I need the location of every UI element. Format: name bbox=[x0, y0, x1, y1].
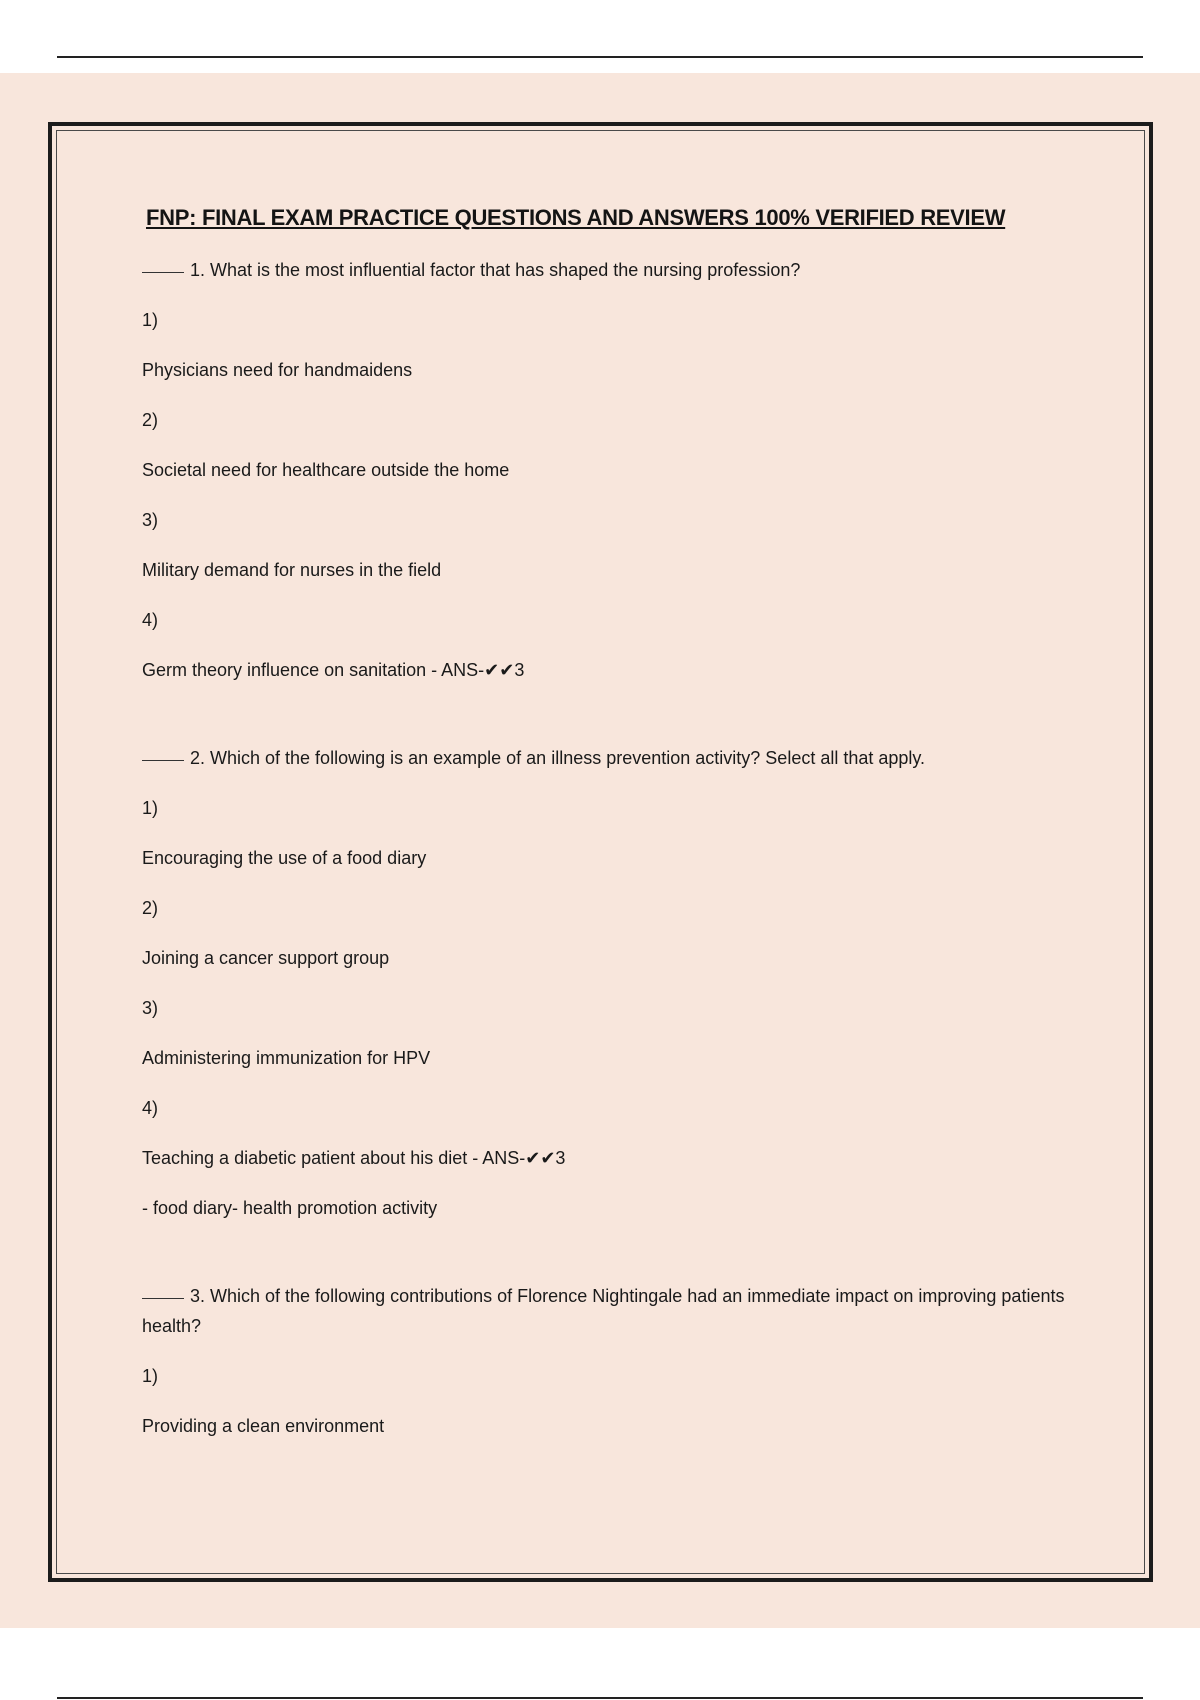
option-text: Societal need for healthcare outside the home bbox=[142, 460, 510, 480]
answer-rationale: - food diary- health promotion activity bbox=[142, 1198, 438, 1218]
option-text-with-answer: Teaching a diabetic patient about his diet - ANS-✔✔3 bbox=[142, 1148, 566, 1168]
answer-blank bbox=[142, 1298, 184, 1299]
question-3-text: 3. Which of the following contributions of Florence Nightingale had an immediate impact on improving patients health? bbox=[142, 1286, 1065, 1336]
answer-blank bbox=[142, 272, 184, 273]
option-number: 2) bbox=[142, 898, 159, 918]
option-number: 1) bbox=[142, 1366, 159, 1386]
option-text: Providing a clean environment bbox=[142, 1416, 385, 1436]
option-number: 4) bbox=[142, 1098, 159, 1118]
option-number: 4) bbox=[142, 610, 159, 630]
option-text: Joining a cancer support group bbox=[142, 948, 390, 968]
option-text: Encouraging the use of a food diary bbox=[142, 848, 427, 868]
question-2-text: 2. Which of the following is an example of an illness prevention activity? Select all that apply. bbox=[190, 748, 926, 768]
document-title: FNP: FINAL EXAM PRACTICE QUESTIONS AND ANSWERS 100% VERIFIED REVIEW bbox=[146, 205, 1006, 230]
question-1-prompt bbox=[142, 255, 1082, 285]
option-number: 1) bbox=[142, 798, 159, 818]
question-2-prompt bbox=[142, 743, 1082, 773]
footer-rule bbox=[57, 1697, 1143, 1699]
option-text: Military demand for nurses in the field bbox=[142, 560, 442, 580]
option-number: 3) bbox=[142, 510, 159, 530]
answer-blank bbox=[142, 760, 184, 761]
option-number: 1) bbox=[142, 310, 159, 330]
option-number: 3) bbox=[142, 998, 159, 1018]
question-3 bbox=[142, 1281, 1082, 1441]
header-rule bbox=[57, 56, 1143, 58]
option-text: Physicians need for handmaidens bbox=[142, 360, 413, 380]
question-2 bbox=[142, 743, 1082, 1223]
question-1 bbox=[142, 255, 1082, 685]
question-3-prompt bbox=[142, 1281, 1082, 1341]
option-text: Administering immunization for HPV bbox=[142, 1048, 431, 1068]
document-content bbox=[142, 205, 1082, 1499]
question-1-text: 1. What is the most influential factor that has shaped the nursing profession? bbox=[190, 260, 801, 280]
option-number: 2) bbox=[142, 410, 159, 430]
option-text-with-answer: Germ theory influence on sanitation - ANS-✔✔3 bbox=[142, 660, 525, 680]
